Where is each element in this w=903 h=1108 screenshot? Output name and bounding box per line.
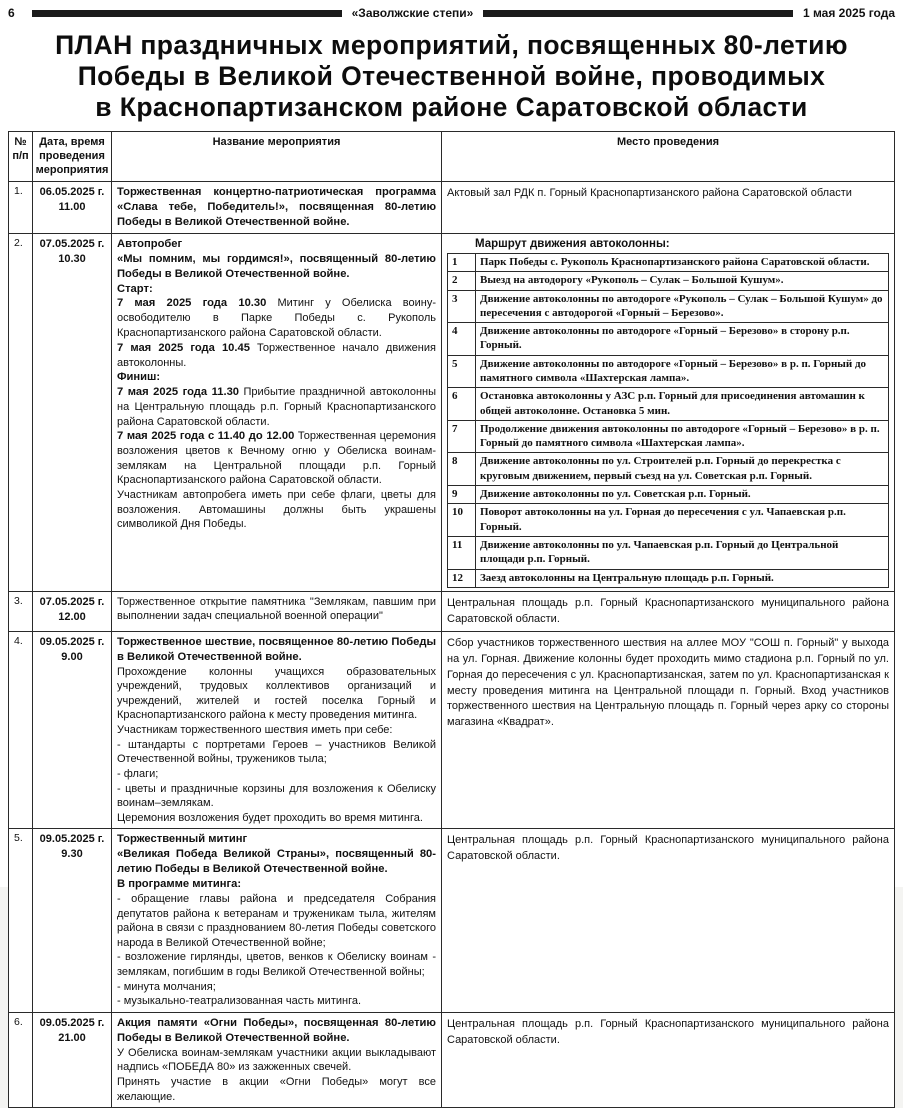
event-text-paragraph: Автопробег xyxy=(117,237,183,250)
events-table xyxy=(8,131,895,1108)
event-text-paragraph: Церемония возложения будет проходить во время митинга. xyxy=(117,811,423,824)
date-cell xyxy=(33,182,112,234)
event-text-paragraph: 7 мая 2025 года 10.30 Митинг у Обелиска воину-освободителю в Парке Победы с. Рукополь Краснопартизанского района Саратовской области. xyxy=(117,297,436,339)
event-time: 9.30 xyxy=(61,848,83,861)
route-number-cell: 6 xyxy=(448,388,476,421)
venue-text: Актовый зал РДК п. Горный Краснопартизанского района Саратовской области xyxy=(447,187,852,200)
column-header-number: № п/п xyxy=(9,132,33,182)
route-row xyxy=(448,569,889,587)
route-step-cell: Выезд на автодорогу «Рукополь – Сулак – Большой Кушум». xyxy=(476,272,889,290)
route-step-cell: Движение автоколонны по автодороге «Горный – Березово» в р. п. Горный до памятного символа «Шахтерская лампа». xyxy=(476,355,889,388)
route-step-cell: Движение автоколонны по ул. Строителей р.п. Горный до перекрестка с круговым движением, первый съезд на ул. Советская р.п. Горный. xyxy=(476,453,889,486)
route-row xyxy=(448,355,889,388)
event-text-paragraph: «Великая Победа Великой Страны», посвященный 80-летию Победы в Великой Отечественной войне. xyxy=(117,848,436,876)
event-name-cell xyxy=(112,631,442,829)
event-text-paragraph: 7 мая 2025 года 10.45 Торжественное начало движения автоколонны. xyxy=(117,341,436,369)
event-text-paragraph: Участникам автопробега иметь при себе флаги, цветы для возложения. Автомашины должны быть украшены символикой Дня Победы. xyxy=(117,488,436,531)
event-text-paragraph: Финиш: xyxy=(117,371,161,384)
venue-cell xyxy=(442,591,895,631)
venue-text: Сбор участников торжественного шествия на аллее МОУ "СОШ п. Горный" у выхода на ул. Горная. Движение колонны будет проходить мимо стадиона р.п. Горный по ул. Горная до пересечения с ул. Краснопартизанская, затем по ул. Краснопартизанская к месту проведения митинга на Центральной площади п. Горный. Вход участников торжественного шествия на Центральную площадь п. Горный через арку со стороны магазина «Квадрат». xyxy=(447,636,889,729)
event-text-paragraph: Торжественное открытие памятника "Землякам, павшим при выполнении задач специальной военной операции" xyxy=(117,595,436,623)
event-date: 06.05.2025 г. xyxy=(39,186,105,199)
event-name-cell xyxy=(112,233,442,591)
route-step-cell: Движение автоколонны по автодороге «Горный – Березово» в сторону р.п. Горный. xyxy=(476,323,889,356)
title-line-2: Победы в Великой Отечественной войне, проводимых xyxy=(77,61,826,91)
event-text-paragraph: - музыкально-театрализованная часть митинга. xyxy=(117,995,362,1008)
route-row xyxy=(448,323,889,356)
venue-cell xyxy=(442,829,895,1013)
route-number-cell: 4 xyxy=(448,323,476,356)
route-row xyxy=(448,536,889,569)
route-number-cell: 1 xyxy=(448,253,476,271)
masthead-rule-left xyxy=(32,10,342,17)
event-text-paragraph: Акция памяти «Огни Победы», посвященная 80-летию Победы в Великой Отечественной войне. xyxy=(117,1016,436,1044)
event-date: 07.05.2025 г. xyxy=(39,237,105,250)
document-title xyxy=(8,30,895,123)
row-number-cell: 5. xyxy=(9,829,33,1013)
events-table-body xyxy=(9,182,895,1108)
route-row xyxy=(448,388,889,421)
route-step-cell: Поворот автоколонны на ул. Горная до пересечения с ул. Чапаевская р.п. Горный. xyxy=(476,504,889,537)
table-row xyxy=(9,591,895,631)
event-text-paragraph: - цветы и праздничные корзины для возложения к Обелиску воинам–землякам. xyxy=(117,782,436,810)
header-row xyxy=(9,132,895,182)
venue-cell xyxy=(442,1012,895,1107)
route-step-cell: Заезд автоколонны на Центральную площадь р.п. Горный. xyxy=(476,569,889,587)
title-line-1: ПЛАН праздничных мероприятий, посвященных 80-летию xyxy=(55,30,848,60)
route-row xyxy=(448,420,889,453)
row-number-cell: 6. xyxy=(9,1012,33,1107)
masthead-rule-right xyxy=(483,10,793,17)
event-text-paragraph: В программе митинга: xyxy=(117,878,242,891)
page-number: 6 xyxy=(8,6,15,20)
venue-cell xyxy=(442,182,895,234)
route-step-cell: Остановка автоколонны у АЗС р.п. Горный для присоединения автомашин к общей автоколонне. Остановка 5 мин. xyxy=(476,388,889,421)
table-row xyxy=(9,829,895,1013)
route-row xyxy=(448,272,889,290)
event-name-cell xyxy=(112,829,442,1013)
column-header-datetime: Дата, время проведения мероприятия xyxy=(33,132,112,182)
row-number-cell: 2. xyxy=(9,233,33,591)
event-text-paragraph: Торжественный митинг xyxy=(117,833,248,846)
event-text-paragraph: - флаги; xyxy=(117,767,159,780)
event-text-paragraph: - обращение главы района и председателя Собрания депутатов района к ветеранам и труженикам тыла, жителям района в связи с празднованием 80-летия Победы советского народа в Великой Отечественной войне; xyxy=(117,892,436,949)
title-line-3: в Краснопартизанском районе Саратовской области xyxy=(95,92,808,122)
event-text-paragraph: Старт: xyxy=(117,282,153,295)
event-date: 09.05.2025 г. xyxy=(39,1016,105,1029)
event-text-paragraph: Принять участие в акции «Огни Победы» могут все желающие. xyxy=(117,1075,436,1103)
event-text-paragraph: Торжественная концертно-патриотическая программа «Слава тебе, Победитель!», посвященная 80-летию Победы в Великой Отечественной войне. xyxy=(117,186,436,229)
event-text-paragraph: У Обелиска воинам-землякам участники акции выкладывают надпись «ПОБЕДА 80» из зажженных свечей. xyxy=(117,1046,436,1074)
route-title: Маршрут движения автоколонны: xyxy=(475,237,670,250)
events-table-header xyxy=(9,132,895,182)
route-number-cell: 8 xyxy=(448,453,476,486)
event-name-cell xyxy=(112,591,442,631)
table-row xyxy=(9,631,895,829)
newspaper-name: «Заволжские степи» xyxy=(351,6,474,20)
route-number-cell: 11 xyxy=(448,536,476,569)
event-text-paragraph: - штандарты с портретами Героев – участников Великой Отечественной войны, тружеников тыла; xyxy=(117,738,436,766)
event-time: 12.00 xyxy=(58,610,86,623)
route-number-cell: 10 xyxy=(448,504,476,537)
row-number-cell: 4. xyxy=(9,631,33,829)
table-row xyxy=(9,1012,895,1107)
route-step-cell: Движение автоколонны по ул. Советская р.п. Горный. xyxy=(476,486,889,504)
row-number-cell: 3. xyxy=(9,591,33,631)
event-name-cell xyxy=(112,1012,442,1107)
event-time: 21.00 xyxy=(58,1031,86,1044)
column-header-event-name: Название мероприятия xyxy=(112,132,442,182)
event-time: 10.30 xyxy=(58,252,86,265)
event-text-paragraph: 7 мая 2025 года с 11.40 до 12.00 Торжественная церемония возложения цветов к Вечному огню у Обелиска воинам-землякам на Центральной площади р.п. Горный Краснопартизанского района Саратовской области. xyxy=(117,430,436,487)
event-date: 07.05.2025 г. xyxy=(39,595,105,608)
date-cell xyxy=(33,829,112,1013)
route-row xyxy=(448,253,889,271)
event-name-cell xyxy=(112,182,442,234)
route-number-cell: 7 xyxy=(448,420,476,453)
route-step-cell: Движение автоколонны по ул. Чапаевская р.п. Горный до Центральной площади р.п. Горный. xyxy=(476,536,889,569)
route-number-cell: 5 xyxy=(448,355,476,388)
route-row xyxy=(448,290,889,323)
date-cell xyxy=(33,591,112,631)
route-table xyxy=(447,253,889,588)
date-cell xyxy=(33,631,112,829)
row-number-cell: 1. xyxy=(9,182,33,234)
route-row xyxy=(448,504,889,537)
route-row xyxy=(448,486,889,504)
table-row xyxy=(9,233,895,591)
date-cell xyxy=(33,233,112,591)
venue-text: Центральная площадь р.п. Горный Краснопартизанского муниципального района Саратовской области. xyxy=(447,1017,889,1046)
event-text-paragraph: «Мы помним, мы гордимся!», посвященный 80-летию Победы в Великой Отечественной войне. xyxy=(117,252,436,280)
event-text-paragraph: Участникам торжественного шествия иметь при себе: xyxy=(117,724,393,737)
venue-cell xyxy=(442,631,895,829)
route-row xyxy=(448,453,889,486)
route-number-cell: 9 xyxy=(448,486,476,504)
event-text-paragraph: - минута молчания; xyxy=(117,980,216,993)
event-text-paragraph: Прохождение колонны учащихся образовательных учреждений, трудовых коллективов организаций и учреждений, жителей и гостей поселка Горный и Краснопартизанского района к месту проведения митинга. xyxy=(117,665,436,722)
event-time: 11.00 xyxy=(58,201,86,214)
route-step-cell: Парк Победы с. Рукополь Краснопартизанского района Саратовской области. xyxy=(476,253,889,271)
issue-date: 1 мая 2025 года xyxy=(802,6,896,20)
event-date: 09.05.2025 г. xyxy=(39,635,105,648)
route-number-cell: 3 xyxy=(448,290,476,323)
event-text-paragraph: 7 мая 2025 года 11.30 Прибытие праздничной автоколонны на Центральную площадь р.п. Горный Краснопартизанского района Саратовской области. xyxy=(117,386,437,428)
event-text-paragraph: Торжественное шествие, посвященное 80-летию Победы в Великой Отечественной войне. xyxy=(117,635,436,663)
venue-cell xyxy=(442,233,895,591)
route-step-cell: Продолжение движения автоколонны по автодороге «Горный – Березово» в р. п. Горный до памятного символа «Шахтерская лампа». xyxy=(476,420,889,453)
venue-text: Центральная площадь р.п. Горный Краснопартизанского муниципального района Саратовской области. xyxy=(447,834,889,863)
column-header-venue: Место проведения xyxy=(442,132,895,182)
event-time: 9.00 xyxy=(61,650,83,663)
date-cell xyxy=(33,1012,112,1107)
venue-text: Центральная площадь р.п. Горный Краснопартизанского муниципального района Саратовской области. xyxy=(447,596,889,625)
masthead xyxy=(8,5,895,21)
route-number-cell: 12 xyxy=(448,569,476,587)
table-row xyxy=(9,182,895,234)
event-date: 09.05.2025 г. xyxy=(39,833,105,846)
route-step-cell: Движение автоколонны по автодороге «Рукополь – Сулак – Большой Кушум» до пересечения с автодорогой «Горный – Березово». xyxy=(476,290,889,323)
event-text-paragraph: - возложение гирлянды, цветов, венков к Обелиску воинам - землякам, погибшим в годы Великой Отечественной войны; xyxy=(117,951,436,979)
route-number-cell: 2 xyxy=(448,272,476,290)
